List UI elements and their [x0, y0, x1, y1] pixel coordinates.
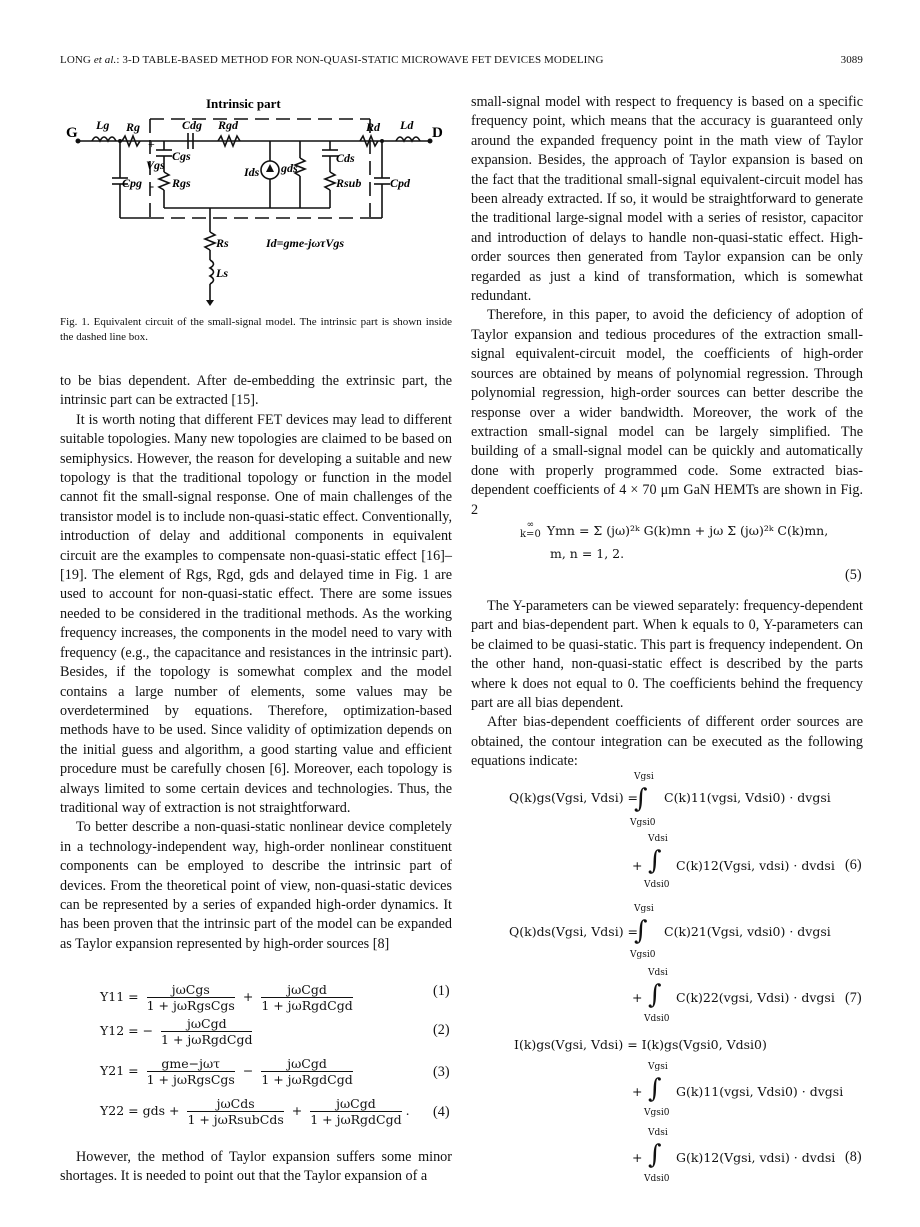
fig-label-Rs: Rs: [216, 236, 229, 250]
fig-label-Cpg: Cpg: [122, 176, 143, 190]
fig-label-Rd: Rd: [366, 120, 381, 134]
fig-label-G: G: [66, 125, 78, 141]
fig-label-Cdg: Cdg: [182, 118, 203, 132]
fig-title: Intrinsic part: [206, 96, 281, 111]
fig-label-gds: gds: [281, 161, 298, 175]
eq4-number: (4): [433, 1104, 450, 1120]
right-paragraph-4: After bias-dependent coefficients of different order sources are obtained, the contour integration can be executed as the following equations indicate:: [471, 714, 863, 770]
eq1: Y11 = jωCgs 1 + jωRgsCgs + jωCgd 1 + jωRgdCgd: [100, 982, 353, 1013]
right-column-middle: [471, 597, 863, 772]
left-column-upper: [60, 372, 452, 954]
eq2: Y12 = − jωCgd 1 + jωRgdCgd: [100, 1016, 253, 1047]
fig-label-Rgd: Rgd: [218, 118, 239, 132]
eq3-number: (3): [433, 1064, 450, 1080]
eq5: ∞ k=0 Ymn = Σ (jω)²ᵏ G(k)mn + jω Σ (jω)²ᵏ C(k)mn, m, n = 1, 2.: [520, 520, 829, 561]
fig-label-Lg: Lg: [96, 118, 110, 132]
left-column-lower: [60, 1148, 452, 1187]
left-paragraph-3: To better describe a non-quasi-static nonlinear device completely in a technology-independent way, high-order nonlinear constituent components can be employed to describe the intrinsic part of devices. From the theoretical point of view, non-quasi-static devices can be represented by a series of expanded high-order dynamics. It has been proven that the intrinsic part of the model can be expanded as Taylor expansion represented by high-order sources [8]: [60, 819, 452, 952]
fig-label-minus: -: [150, 179, 154, 193]
fig-label-D: D: [432, 125, 443, 141]
figure-caption: Fig. 1. Equivalent circuit of the small-signal model. The intrinsic part is shown inside the dashed line box.: [60, 316, 452, 343]
eq7-number: (7): [845, 990, 862, 1006]
fig-label-Cgs: Cgs: [172, 149, 191, 163]
fig-label-Rg: Rg: [126, 120, 141, 134]
fig-label-Id-equation: Id=gme-jωτVgs: [266, 236, 345, 250]
fig-label-Cds: Cds: [336, 151, 355, 165]
right-paragraph-2: Therefore, in this paper, to avoid the deficiency of adoption of Taylor expansion and tedious procedures of the extraction small-signal equivalent-circuit model, the coefficients of high-order sources are obtained by means of polynomial regression. Through polynomial regression, high-order sources can better describe the response over a wider bandwidth. Moreover, the work of the extraction small-signal model can be largely simplified. The building of a small-signal model can be quickly and automatically done with properly programmed code. Some extracted bias-dependent coefficients of 4 × 70 μm GaN HEMTs are shown in Fig. 2: [471, 307, 863, 518]
fig-label-Ls: Ls: [216, 266, 228, 280]
eq2-number: (2): [433, 1022, 450, 1038]
fig-label-Ids: Ids: [244, 165, 260, 179]
fig-label-Ld: Ld: [400, 118, 414, 132]
fig-label-Rgs: Rgs: [172, 176, 191, 190]
circuit-figure: [60, 92, 452, 312]
left-paragraph-4: However, the method of Taylor expansion suffers some minor shortages. It is needed to point out that the Taylor expansion of a: [60, 1149, 452, 1185]
eq1-number: (1): [433, 983, 450, 999]
eq4: Y22 = gds + jωCds 1 + jωRsubCds + jωCgd 1 + jωRgdCgd .: [100, 1096, 410, 1127]
fig-label-Rsub: Rsub: [336, 176, 362, 190]
eq6-number: (6): [845, 857, 862, 873]
right-paragraph-1: small-signal model with respect to frequency is based on a specific frequency point, which means that the accuracy is guaranteed only around the expanded frequency point in the math view of Taylor expansion. Besides, the approach of Taylor expansion is based on the fact that the traditional small-signal equivalent-circuit model has been already extracted. If so, it would be straightforward to generate the traditional large-signal model with a series of resistor, capacitor and introduction of delays to handle non-quasi-static effect. High-order sources then generated from Taylor expansion can be only regarded as just a kind of transformation, which is somewhat redundant.: [471, 94, 863, 305]
left-paragraph-2: It is worth noting that different FET devices may lead to different suitable topologies. Many new topologies are claimed to be based on semiphysics. However, the reason for developing a suitable and new topology is that the traditional topology or function in the model cannot fit the small-signal response. One of main challenges of the transistor model is to include non-quasi-static effect. Conventionally, introduction of delay and additional components in equivalent circuit are the examples to compensate non-quasi-static effect [16]–[19]. The element of Rgs, Rgd, gds and delayed time in Fig. 1 are used to account for non-quasi-static effect. There are some issues needed to be considered in the traditional methods. As the working frequency increases, the components in the model need to vary with frequency (e.g., the capacitance and resistances in the intrinsic part). Besides, if the topology is somewhat complex and the model contains a large number of elements, some values may be overdetermined by equations. Therefore, optimization-based methods have to be used. Since validity of optimization depends on the initial guess and algorithm, a good starting value and efficient procedure must be carefully chosen [6]. Moreover, each topology is always limited to some certain devices and technologies. Thus, the traditional way of extraction is not straightforward.: [60, 411, 452, 816]
eq8-number: (8): [845, 1149, 862, 1165]
fig-label-Cpd: Cpd: [390, 176, 411, 190]
right-paragraph-3: The Y-parameters can be viewed separately: frequency-dependent part and bias-dependent part. When k equals to 0, Y-parameters can be claimed to be quasi-static. This part is frequency independent. On the other hand, non-quasi-static effect is described by the parts where k does not equal to 0. The coefficients behind the frequency part are all bias dependent.: [471, 598, 863, 712]
right-column-upper: [471, 93, 863, 520]
eq3: Y21 = gme−jωτ 1 + jωRgsCgs − jωCgd 1 + jωRgdCgd: [100, 1056, 353, 1087]
running-title: LONG et al.: 3-D TABLE-BASED METHOD FOR NON-QUASI-STATIC MICROWAVE FET DEVICES MODELING: [60, 54, 604, 66]
eq5-number: (5): [845, 567, 862, 583]
fig-label-plus: +: [148, 137, 155, 151]
left-paragraph-1: to be bias dependent. After de-embedding the extrinsic part, the intrinsic part can be extracted [15].: [60, 373, 452, 409]
fig-label-Vgs: Vgs: [146, 158, 165, 172]
page-number: 3089: [840, 54, 863, 66]
